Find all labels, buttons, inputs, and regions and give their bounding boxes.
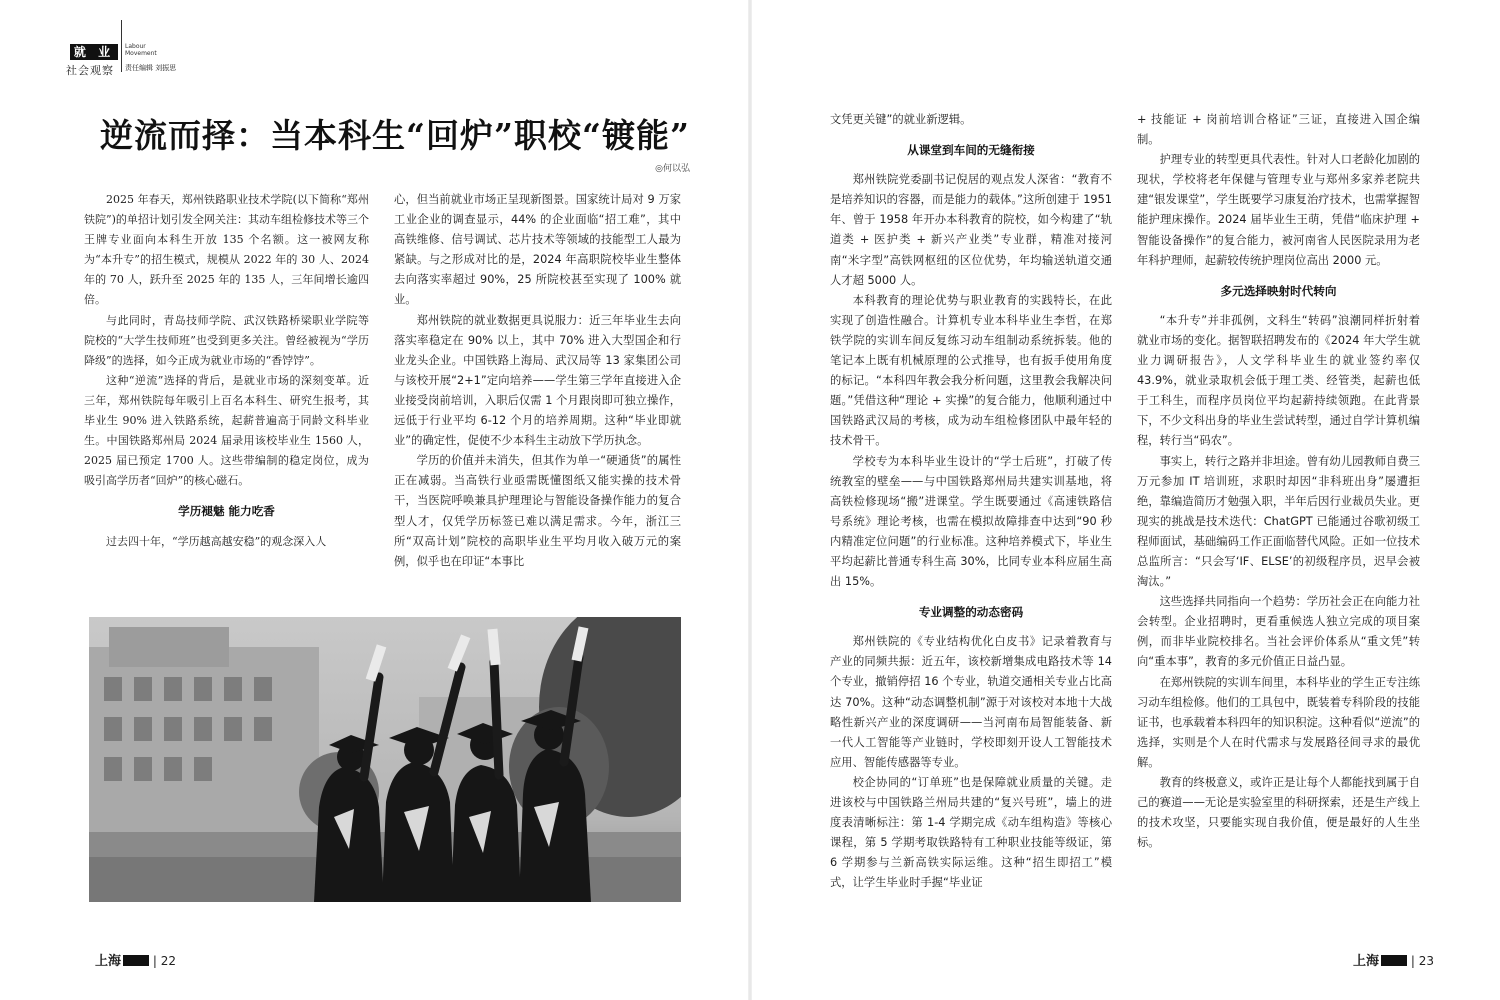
paragraph: 过去四十年，“学历越高越安稳”的观念深入人: [106, 534, 327, 548]
paragraph: 这些选择共同指向一个趋势：学历社会正在向能力社会转型。企业招聘时，更看重候选人独立完成的项目案例，而非毕业院校排名。当社会评价体系从“重文凭”转向“重本事”，教育的多元价值正日益凸显。: [1137, 595, 1420, 669]
paragraph: 心，但当前就业市场正呈现新图景。国家统计局对 9 万家工业企业的调查显示，44% 的企业面临“招工难”，其中高铁维修、信号调试、芯片技术等领域的技能型工人最为紧缺。与之形成对比的是，2024 年高职院校毕业生整体去向落实率超过 90%，25 所院校甚至实现了 100% 就业。: [394, 193, 681, 307]
page-footer-right: [1353, 950, 1434, 969]
paragraph: + 技能证 + 岗前培训合格证”三证，直接进入国企编制。: [1137, 113, 1420, 147]
paragraph: 2025 年春天，郑州铁路职业技术学院(以下简称“郑州铁院”)的单招计划引发全网关注：其动车组检修技术等三个王牌专业面向本科生开放 135 个名额。这一被网友称为“本升专”的招生模式，规模从 2022 年的 30 人、2024 年的 70 人，跃升至 2025 年的 135 人，三年间增长逾四倍。: [84, 193, 369, 307]
graduates-photo-illustration: [89, 617, 681, 902]
page-number: | 23: [1410, 954, 1434, 968]
section-heading: 学历褪魅 能力吃香: [178, 504, 275, 519]
section-heading: 专业调整的动态密码: [918, 605, 1024, 620]
section-heading: 多元选择映射时代转向: [1220, 283, 1337, 298]
column-3: [830, 110, 1112, 893]
column-4: [1137, 110, 1420, 853]
section-heading: 从课堂到车间的无缝衔接: [907, 143, 1035, 158]
paragraph: 护理专业的转型更具代表性。针对人口老龄化加剧的现状，学校将老年保健与管理专业与郑州多家养老院共建“银发课堂”，学生既要学习康复治疗技术，也需掌握智能护理床操作。2024 届毕业生王萌，凭借“临床护理 + 智能设备操作”的复合能力，被河南省人民医院录用为老年科护理师，起薪较传统护理岗位高出 2000 元。: [1137, 153, 1420, 267]
paragraph: 与此同时，青岛技师学院、武汉铁路桥梁职业学院等院校的“大学生技师班”也受到更多关注。曾经被视为“学历降级”的选择，如今正成为就业市场的“香饽饽”。: [84, 313, 369, 367]
page-spine: [748, 0, 752, 1000]
article-title: 逆流而择：当本科生“回炉”职校“镀能”: [100, 116, 690, 155]
paragraph: 校企协同的“订单班”也是保障就业质量的关键。走进该校与中国铁路兰州局共建的“复兴号班”，墙上的进度表清晰标注：第 1-4 学期完成《动车组构造》等核心课程，第 5 学期考取铁路特有工种职业技能等级证，第 6 学期参与兰新高铁实际运维。这种“招生即招工”模式，让学生毕业时手握“毕业证: [830, 775, 1112, 890]
paragraph: “本升专”并非孤例，文科生“转码”浪潮同样折射着就业市场的变化。据智联招聘发布的《2024 年大学生就业力调研报告》，人文学科毕业生的就业签约率仅 43.9%，就业录取机会低于理工类、经管类，起薪也低于工科生，而程序员岗位平均起薪持续领跑。在此背景下，不少文科出身的毕业生尝试转型，通过自学计算机编程，转行当“码农”。: [1137, 313, 1420, 448]
paragraph: 文凭更关键”的就业新逻辑。: [830, 113, 972, 126]
header-divider: [121, 20, 122, 72]
magazine-logo: 上海: [1353, 954, 1407, 969]
section-tag: 就 业: [70, 44, 118, 60]
page-number: | 22: [152, 954, 176, 968]
paragraph: 郑州铁院的《专业结构优化白皮书》记录着教育与产业的同频共振：近五年，该校新增集成电路技术等 14 个专业，撤销停招 16 个专业，轨道交通相关专业占比高达 70%。这种“动态调整机制”源于对该校对本地十大战略性新兴产业的深度调研——当河南布局智能装备、新一代人工智能等产业链时，学校即刻开设人工智能技术应用、智能传感器等专业。: [830, 635, 1112, 769]
paragraph: 在郑州铁院的实训车间里，本科毕业的学生正专注练习动车组检修。他们的工具包中，既装着专科阶段的技能证书，也承载着本科四年的知识积淀。这种看似“逆流”的选择，实则是个人在时代需求与发展路径间寻求的最优解。: [1137, 675, 1420, 769]
byline: ◎何以弘: [655, 164, 690, 174]
paragraph: 学历的价值并未消失，但其作为单一“硬通货”的属性正在减弱。当高铁行业亟需既懂图纸又能实操的技术骨干，当医院呼唤兼具护理理论与智能设备操作能力的复合型人才，仅凭学历标签已难以满足需求。今年，浙江三所“双高计划”院校的高职毕业生平均月收入破万元的案例，似乎也在印证“本事比: [394, 454, 681, 568]
paragraph: 事实上，转行之路并非坦途。曾有幼儿园教师自费三万元参加 IT 培训班，求职时却因“非科班出身”屡遭拒绝，靠编造简历才勉强入职，半年后因行业裁员失业。更现实的挑战是技术迭代：ChatGPT 已能通过谷歌初级工程师面试，基础编码工作正面临替代风险。正如一位技术总监所言：“只会写‘IF、ELSE’的初级程序员，迟早会被淘汰。”: [1137, 454, 1420, 589]
paragraph: 本科教育的理论优势与职业教育的实践特长，在此实现了创造性融合。计算机专业本科毕业生李哲，在郑铁学院的实训车间反复练习动车组制动系统拆装。他的笔记本上既有机械原理的公式推导，也有扳手使用角度的标记。“本科四年教会我分析问题，这里教会我解决问题。”凭借这种“理论 + 实操”的复合能力，他顺利通过中国铁路武汉局的考核，成为动车组检修团队中最年轻的技术骨干。: [830, 293, 1112, 448]
paragraph: 学校专为本科毕业生设计的“学士后班”，打破了传统教室的壁垒——与中国铁路郑州局共建实训基地，将高铁检修现场“搬”进课堂。学生既要通过《高速铁路信号系统》理论考核，也需在模拟故障排查中达到“90 秒内精准定位问题”的行业标准。这种培养模式下，毕业生平均起薪比普通专科生高 30%，比同专业本科应届生高出 15%。: [830, 454, 1112, 589]
english-column-name: Labour Movement: [125, 43, 157, 57]
column-2: [394, 190, 681, 572]
paragraph: 郑州铁院党委副书记倪居的观点发人深省：“教育不是培养知识的容器，而是能力的载体。”这所创建于 1951 年、曾于 1958 年开办本科教育的院校，如今构建了“轨道类 + 医护类 + 新兴产业类”专业群，精准对接河南“米字型”高铁网枢纽的区位优势，年均输送轨道交通人才超 5000 人。: [830, 173, 1112, 287]
paragraph: 这种“逆流”选择的背后，是就业市场的深刻变革。近三年，郑州铁院每年吸引上百名本科生、研究生报考，其毕业生 90% 进入铁路系统，起薪普遍高于同龄文科毕业生。中国铁路郑州局 2024 届录用该校毕业生 1560 人，2025 届已预定 1700 人。这些带编制的稳定岗位，成为吸引高学历者“回炉”的核心磁石。: [84, 373, 369, 488]
graduates-photo: [89, 617, 681, 902]
column-1: [84, 190, 369, 552]
column-name: 社会观察: [66, 64, 114, 77]
paragraph: 郑州铁院的就业数据更具说服力：近三年毕业生去向落实率稳定在 90% 以上，其中 70% 进入大型国企和行业龙头企业。中国铁路上海局、武汉局等 13 家集团公司与该校开展“2+1”定向培养——学生第三学年直接进入企业接受岗前培训，入职后仅需 1 个月跟岗即可独立操作，远低于行业平均 6-12 个月的培养周期。这种“毕业即就业”的确定性，促使不少本科生主动放下学历执念。: [394, 313, 681, 448]
page-footer-left: [95, 950, 176, 969]
editor-credit: 责任编辑 刘振思: [125, 64, 177, 72]
paragraph: 教育的终极意义，或许正是让每个人都能找到属于自己的赛道——无论是实验室里的科研探索，还是生产线上的技术攻坚，只要能实现自我价值，便是最好的人生坐标。: [1137, 776, 1420, 850]
magazine-logo: 上海: [95, 954, 149, 969]
